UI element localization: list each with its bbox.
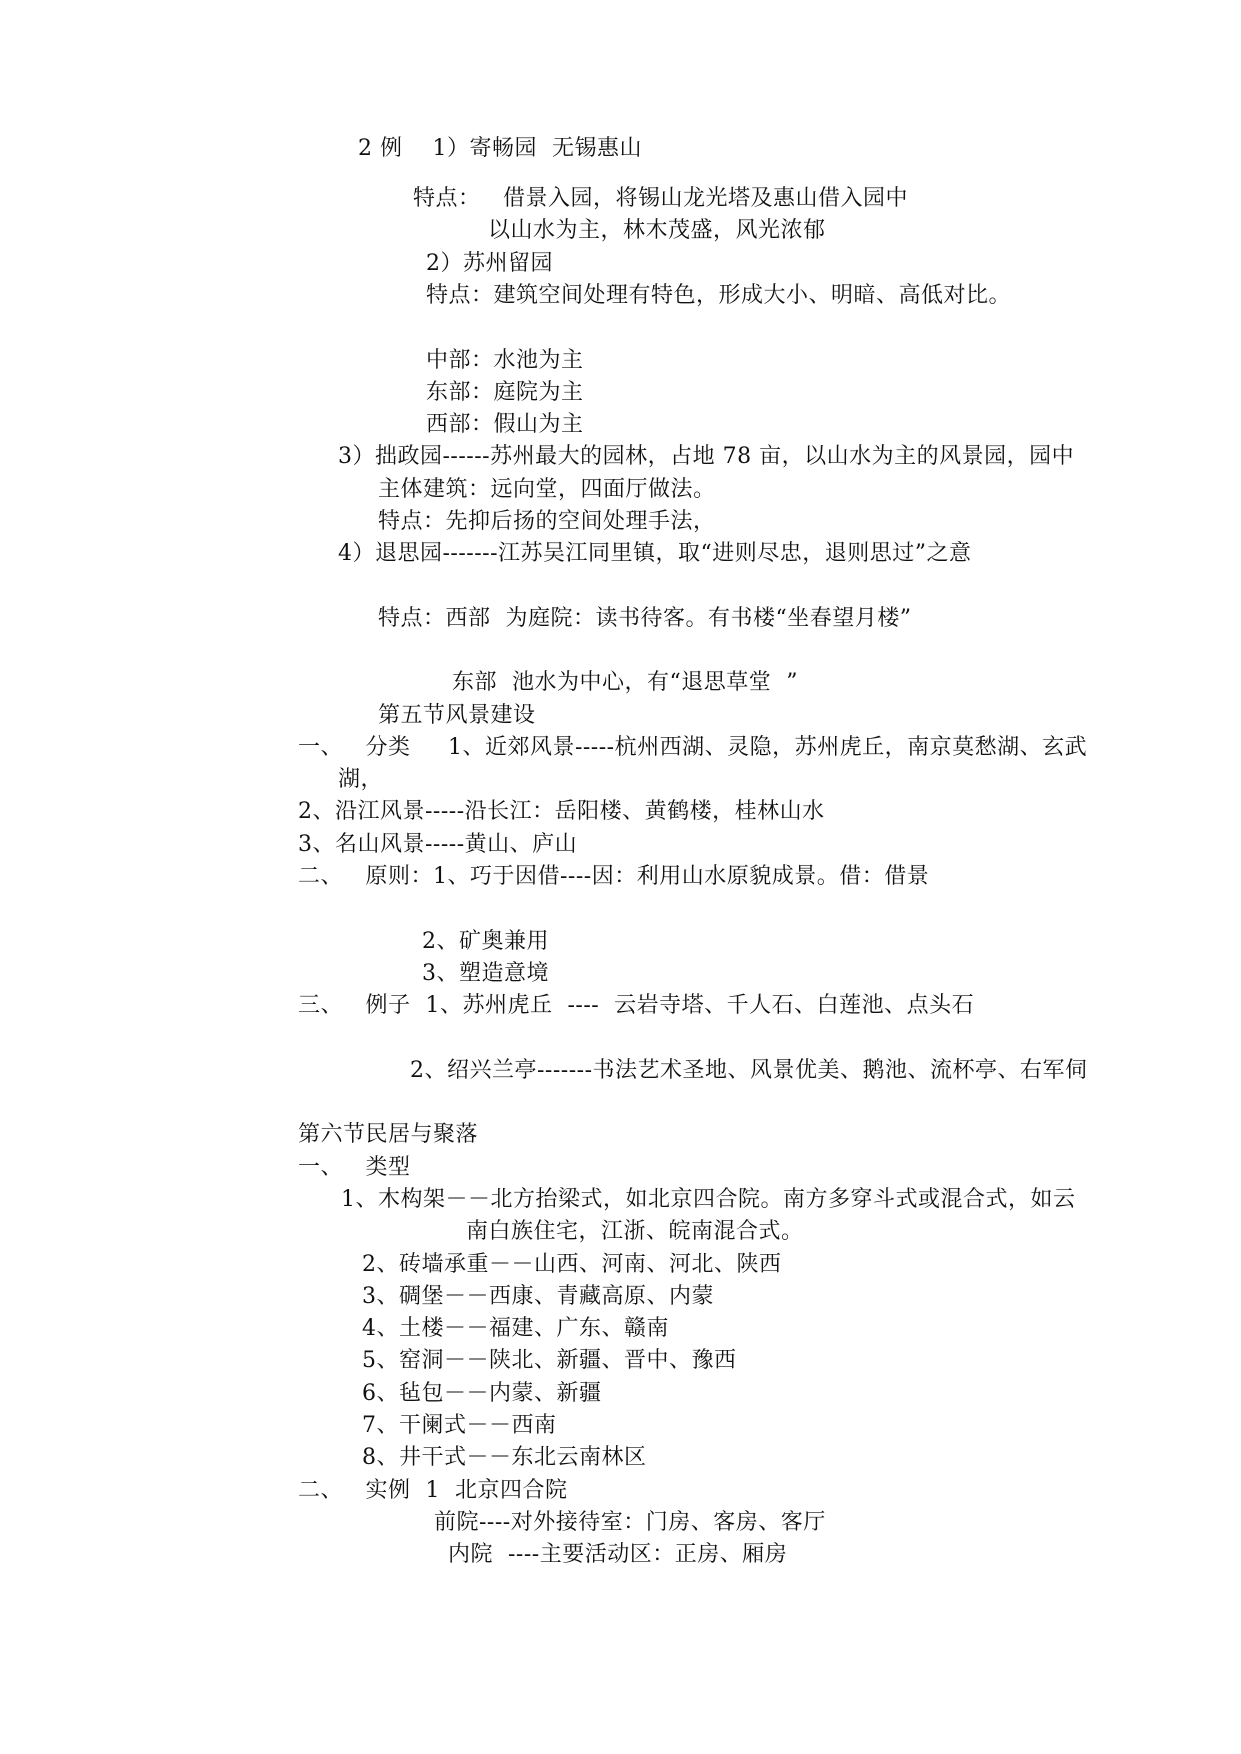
text-line-37: 前院----对外接待室：门房、客房、客厅: [434, 1510, 826, 1535]
text-line-27: 1、木构架－－北方抬梁式，如北京四合院。南方多穿斗式或混合式，如云: [341, 1187, 1076, 1212]
text-line-20: 二、 原则：1、巧于因借----因：利用山水原貌成景。借：借景: [298, 864, 930, 889]
text-line-6: 中部：水池为主: [426, 348, 584, 373]
text-line-7: 东部：庭院为主: [426, 380, 584, 405]
text-line-16: 一、 分类 1、近郊风景-----杭州西湖、灵隐，苏州虎丘，南京莫愁湖、玄武: [298, 735, 1088, 760]
text-line-30: 3、碉堡－－西康、青藏高原、内蒙: [362, 1284, 714, 1309]
text-line-13: 特点：西部 为庭院：读书待客。有书楼“坐春望月楼”: [378, 606, 912, 631]
text-line-33: 6、毡包－－内蒙、新疆: [362, 1381, 602, 1406]
text-line-29: 2、砖墙承重－－山西、河南、河北、陕西: [362, 1252, 782, 1277]
text-line-34: 7、干阑式－－西南: [362, 1413, 557, 1438]
text-line-9: 3）拙政园------苏州最大的园林，占地 78 亩，以山水为主的风景园，园中: [338, 444, 1075, 469]
text-line-28: 南白族住宅，江浙、皖南混合式。: [466, 1219, 804, 1244]
text-line-24: 2、绍兴兰亭-------书法艺术圣地、风景优美、鹅池、流杯亭、右军伺: [410, 1058, 1088, 1083]
text-line-35: 8、井干式－－东北云南林区: [362, 1445, 647, 1470]
text-line-17: 湖，: [338, 767, 384, 792]
section-heading-6: 第六节民居与聚落: [298, 1122, 479, 1147]
text-line-31: 4、土楼－－福建、广东、赣南: [362, 1316, 669, 1341]
text-line-19: 3、名山风景-----黄山、庐山: [298, 832, 578, 857]
text-line-21: 2、矿奥兼用: [422, 929, 549, 954]
text-line-12: 4）退思园-------江苏吴江同里镇，取“进则尽忠，退则思过”之意: [338, 541, 972, 566]
text-line-22: 3、塑造意境: [422, 961, 549, 986]
text-line-11: 特点：先抑后扬的空间处理手法，: [378, 509, 716, 534]
text-line-14: 东部 池水为中心，有“退思草堂 ”: [452, 670, 798, 695]
text-line-26: 一、 类型: [298, 1155, 411, 1180]
text-line-1: 2 例 1）寄畅园 无锡惠山: [358, 136, 642, 161]
text-line-5: 特点：建筑空间处理有特色，形成大小、明暗、高低对比。: [426, 283, 1012, 308]
text-line-4: 2）苏州留园: [426, 251, 553, 276]
text-line-36: 二、 实例 1 北京四合院: [298, 1478, 568, 1503]
text-line-8: 西部：假山为主: [426, 412, 584, 437]
text-line-2: 特点： 借景入园，将锡山龙光塔及惠山借入园中: [413, 186, 908, 211]
text-line-23: 三、 例子 1、苏州虎丘 ---- 云岩寺塔、千人石、白莲池、点头石: [298, 993, 975, 1018]
text-line-38: 内院 ----主要活动区：正房、厢房: [448, 1542, 788, 1567]
section-heading-5: 第五节风景建设: [378, 703, 536, 728]
text-line-3: 以山水为主，林木茂盛，风光浓郁: [488, 218, 826, 243]
text-line-18: 2、沿江风景-----沿长江：岳阳楼、黄鹤楼，桂林山水: [298, 799, 825, 824]
text-line-10: 主体建筑：远向堂，四面厅做法。: [378, 477, 716, 502]
text-line-32: 5、窑洞－－陕北、新疆、晋中、豫西: [362, 1348, 737, 1373]
